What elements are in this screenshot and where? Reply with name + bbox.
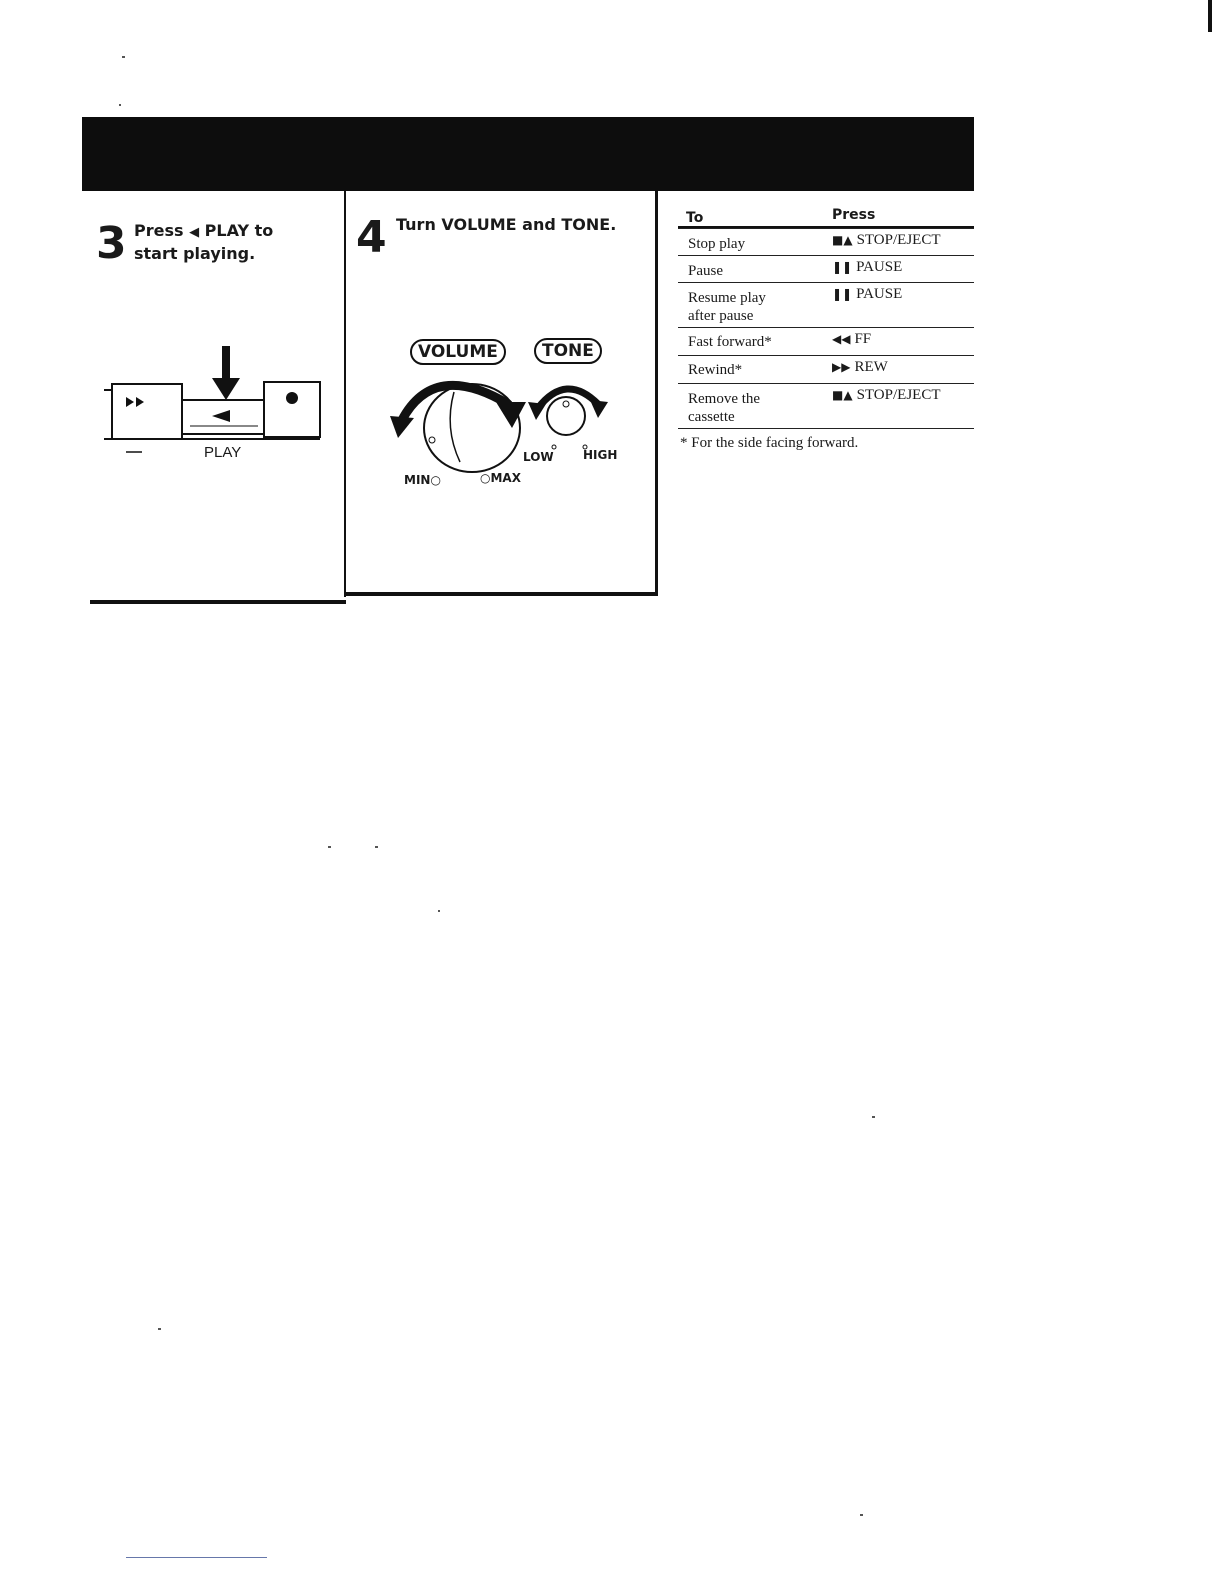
table-footnote: * For the side facing forward.	[680, 435, 859, 451]
volume-max-label: ○MAX	[480, 471, 521, 485]
controls-table	[678, 204, 974, 452]
row-to: Fast forward*	[688, 334, 772, 350]
step-3-number: 3	[96, 218, 127, 269]
scan-speck	[328, 846, 331, 848]
fast-forward-key	[112, 384, 182, 439]
step-3-line2: start playing.	[134, 244, 256, 263]
scan-speck	[122, 56, 125, 58]
play-illustration-label: PLAY	[204, 444, 242, 461]
header-banner	[82, 117, 974, 191]
row-to: Rewind*	[688, 362, 743, 378]
page-edge-mark	[1208, 0, 1212, 32]
row-to: Stop play	[688, 236, 746, 252]
panel-bottom-rule-right	[344, 592, 658, 596]
pause-icon: ❚❚	[832, 260, 853, 274]
row-press: ❚❚ PAUSE	[832, 286, 903, 302]
header-press: Press	[832, 207, 876, 223]
row-press: ◀◀ FF	[832, 331, 872, 347]
stop-eject-icon: ■▲	[832, 388, 853, 402]
step-3-play-word: PLAY to	[204, 221, 274, 240]
play-triangle-icon: ◀	[189, 225, 200, 240]
volume-knob	[424, 384, 520, 472]
step-3-press-word: Press	[134, 221, 184, 240]
tone-rotate-arrow	[538, 389, 598, 408]
header-to: To	[686, 210, 704, 226]
row-press: ■▲ STOP/EJECT	[832, 232, 941, 248]
step-3-instruction	[134, 220, 334, 264]
row-to: Resume play after pause	[688, 290, 766, 324]
tone-label-badge: TONE	[534, 338, 602, 364]
table-row	[678, 383, 974, 429]
volume-tone-knobs-illustration	[384, 364, 624, 484]
fast-forward-icon: ◀◀	[832, 332, 851, 346]
step-4-number: 4	[356, 212, 387, 263]
row-press: ▶▶ REW	[832, 359, 888, 375]
scan-speck	[438, 910, 440, 912]
volume-min-label: MIN○	[404, 473, 441, 487]
table-row	[678, 355, 974, 383]
press-arrow-icon	[212, 378, 240, 400]
table-row	[678, 282, 974, 327]
tone-knob	[547, 397, 585, 435]
table-row	[678, 255, 974, 282]
rewind-icon: ▶▶	[832, 360, 851, 374]
row-press: ■▲ STOP/EJECT	[832, 387, 941, 403]
table-row	[678, 228, 974, 255]
panel-divider-right	[655, 191, 658, 593]
table-header	[678, 204, 974, 226]
scan-speck	[872, 1116, 875, 1118]
volume-rotate-arrow	[402, 385, 508, 420]
scan-speck	[860, 1514, 863, 1516]
step-4-instruction: Turn VOLUME and TONE.	[396, 215, 617, 234]
scan-speck	[119, 104, 121, 106]
scan-speck	[158, 1328, 161, 1330]
panel-divider-left	[344, 191, 346, 597]
table-row	[678, 327, 974, 355]
row-to: Remove the cassette	[688, 391, 761, 425]
volume-label-badge: VOLUME	[410, 339, 506, 365]
scan-speck	[375, 846, 378, 848]
footer-rule	[126, 1557, 267, 1558]
row-press: ❚❚ PAUSE	[832, 259, 903, 275]
stop-eject-icon: ■▲	[832, 233, 853, 247]
tone-low-label: LOW	[523, 450, 554, 464]
pause-icon: ❚❚	[832, 287, 853, 301]
panel-bottom-rule-left	[90, 600, 346, 604]
tone-high-label: HIGH	[583, 448, 618, 462]
record-key	[264, 382, 320, 437]
row-to: Pause	[688, 263, 723, 279]
